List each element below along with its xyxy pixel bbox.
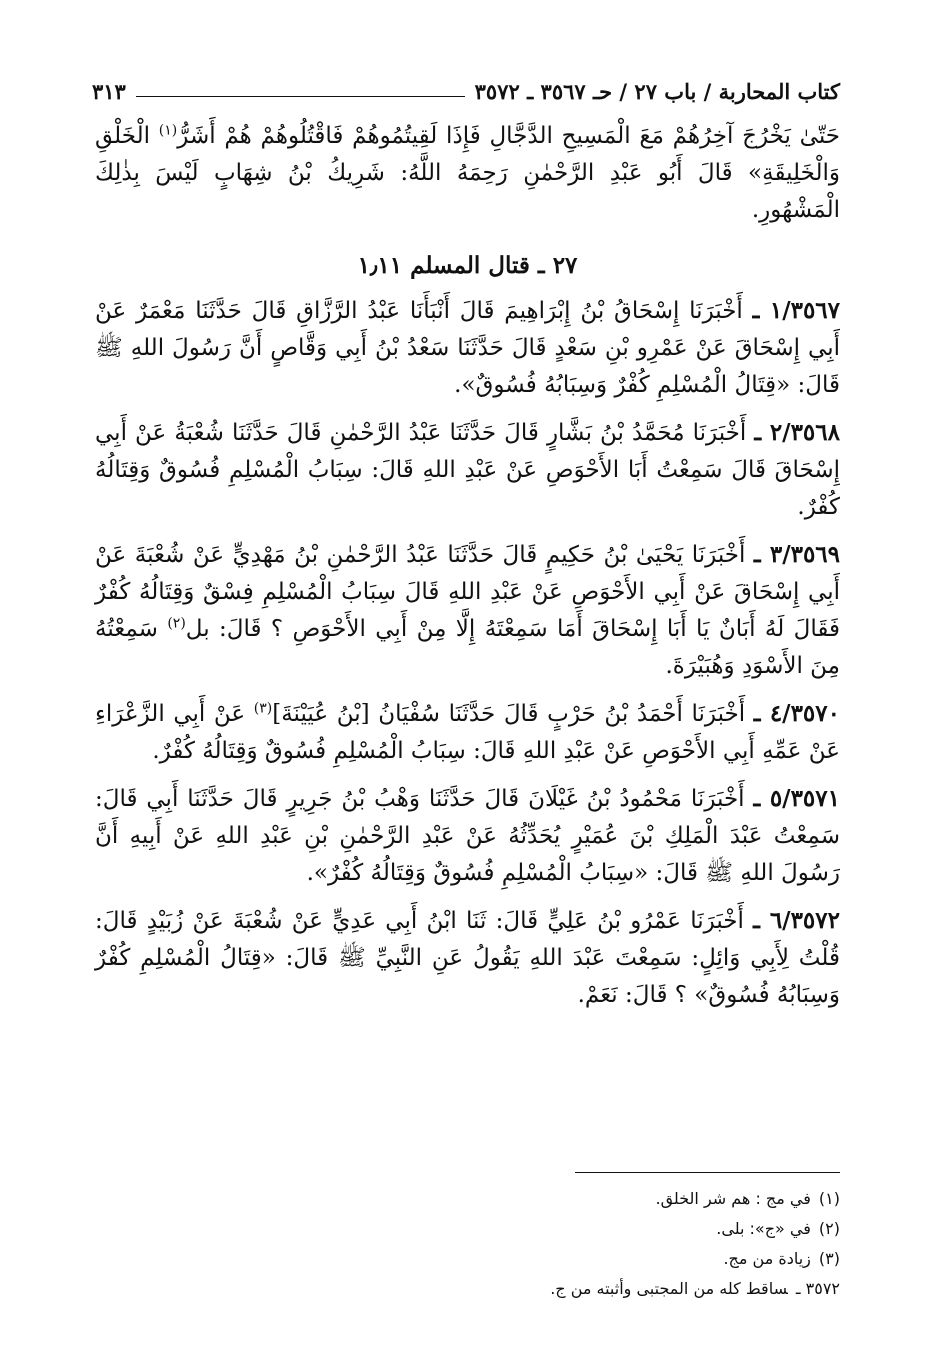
footnote-number: ٣٥٧٢ ـ: [795, 1279, 840, 1298]
footnote-ref-2: (٢): [167, 615, 186, 632]
footnote-number: (٣): [818, 1249, 840, 1268]
footnote-number: (١): [818, 1189, 840, 1208]
footnote-rule: [575, 1172, 840, 1173]
running-header: [92, 74, 840, 104]
chapter-heading: ٢٧ ـ قتال المسلم ١٫١١: [357, 252, 578, 279]
hadith-paragraph: [95, 780, 840, 892]
footnote: [92, 1244, 840, 1274]
hadith-number: ٢/٣٥٦٨ ـ: [754, 419, 840, 446]
hadith-paragraph: [95, 536, 840, 685]
hadith-number: ٥/٣٥٧١ ـ: [753, 785, 840, 812]
hadith-text: أَخْبَرَنَا أَحْمَدُ بْنُ حَرْبٍ قَالَ حَدَّثَنَا سُفْيَانُ [بْنُ عُيَيْنَةَ]: [272, 701, 754, 727]
continuation-paragraph: [95, 118, 840, 229]
page-number: ٣١٣: [92, 79, 126, 104]
footnote-text: ساقط كله من المجتبى وأثبته من ج.: [550, 1279, 788, 1298]
header-title: كتاب المحاربة / باب ٢٧ / حـ ٣٥٦٧ ـ ٣٥٧٢: [474, 79, 840, 104]
footnote: [92, 1274, 840, 1304]
continuation-text-1: حَتّىٰ يَخْرُجَ آخِرُهُمْ مَعَ الْمَسِيحِ الدَّجَّالِ فَإِذَا لَقِيتُمُوهُمْ فَاقْتُلُوهُمْ هُمْ أَشَرُّ: [177, 123, 840, 149]
hadith-paragraph: [95, 695, 840, 770]
footnote-text: زيادة من مج.: [723, 1249, 811, 1268]
footnotes: [92, 1184, 840, 1304]
hadith-text-cont: عَنْ أَبِي الزَّعْرَاءِ عَنْ عَمِّهِ أَبِي الأَحْوَصِ عَنْ عَبْدِ اللهِ قَالَ: سِبَابُ الْمُسْلِمِ فُسُوقٌ وَقِتَالُهُ كُفْرٌ.: [95, 701, 840, 764]
hadith-text: أَخْبَرَنَا مَحْمُودُ بْنُ غَيْلَانَ قَالَ حَدَّثَنَا وَهْبُ بْنُ جَرِيرٍ قَالَ حَدَّثَنَا أَبِي قَالَ: سَمِعْتُ عَبْدَ الْمَلِكِ بْنَ عُمَيْرٍ يُحَدِّثُهُ عَنْ عَبْدِ الرَّحْمٰنِ بْنِ عَبْدِ اللهِ عَنْ أَبِيهِ أَنَّ رَسُولَ اللهِ ﷺ قَالَ: «سِبَابُ الْمُسْلِمِ فُسُوقٌ وَقِتَالُهُ كُفْرٌ».: [95, 786, 840, 886]
footnote-text: في مج : هم شر الخلق.: [655, 1189, 811, 1208]
hadith-text: أَخْبَرَنَا عَمْرُو بْنُ عَلِيٍّ قَالَ: ثَنَا ابْنُ أَبِي عَدِيٍّ عَنْ شُعْبَةَ عَنْ زُبَيْدٍ قَالَ: قُلْتُ لِأَبِي وَائِلٍ: سَمِعْتَ عَبْدَ اللهِ يَقُولُ عَنِ النَّبِيِّ ﷺ قَالَ: «قِتَالُ الْمُسْلِمِ كُفْرٌ وَسِبَابُهُ فُسُوقٌ» ؟ قَالَ: نَعَمْ.: [95, 908, 840, 1008]
hadith-paragraph: [95, 292, 840, 404]
hadith-paragraph: [95, 902, 840, 1014]
hadith-text: أَخْبَرَنَا مُحَمَّدُ بْنُ بَشَّارٍ قَالَ حَدَّثَنَا عَبْدُ الرَّحْمٰنِ قَالَ حَدَّثَنَا شُعْبَةُ عَنْ أَبِي إِسْحَاقَ قَالَ سَمِعْتُ أَبَا الأَحْوَصِ عَنْ عَبْدِ اللهِ قَالَ: سِبَابُ الْمُسْلِمِ فُسُوقٌ وَقِتَالُهُ كُفْرٌ.: [95, 420, 840, 520]
hadith-number: ٦/٣٥٧٢ ـ: [753, 907, 840, 934]
footnote: [92, 1214, 840, 1244]
hadith-text: أَخْبَرَنَا يَحْيَىٰ بْنُ حَكِيمٍ قَالَ حَدَّثَنَا عَبْدُ الرَّحْمٰنِ بْنُ مَهْدِيٍّ عَنْ شُعْبَةَ عَنْ أَبِي إِسْحَاقَ عَنْ أَبِي الأَحْوَصِ عَنْ عَبْدِ اللهِ قَالَ سِبَابُ الْمُسْلِمِ فِسْقٌ وَقِتَالُهُ كُفْرٌ فَقَالَ لَهُ أَبَانٌ يَا أَبَا إِسْحَاقَ أَمَا سَمِعْتَهُ إِلَّا مِنْ أَبِي الأَحْوَصِ ؟ قَالَ: بل: [95, 542, 841, 642]
footnote-ref-1: (١): [158, 122, 178, 139]
hadith-text-cont: سَمِعْتُهُ مِنَ الأَسْوَدِ وَهُبَيْرَةَ.: [95, 616, 840, 679]
page-body: [95, 118, 840, 1014]
hadith-number: ٤/٣٥٧٠ ـ: [753, 700, 840, 727]
hadith-number: ٣/٣٥٦٩ ـ: [753, 541, 841, 568]
continuation-text-2: الْخَلْقِ وَالْخَلِيقَةِ» قَالَ أَبُو عَبْدِ الرَّحْمٰنِ رَحِمَهُ اللَّهُ: شَرِيكُ بْنُ شِهَابٍ لَيْسَ بِذٰلِكَ الْمَشْهُورِ.: [95, 123, 840, 223]
footnote: [92, 1184, 840, 1214]
footnote-text: في «ج»: بلى.: [716, 1219, 811, 1238]
header-rule: [136, 96, 465, 97]
footnote-number: (٢): [818, 1219, 840, 1238]
hadith-number: ١/٣٥٦٧ ـ: [752, 297, 841, 324]
hadith-paragraph: [95, 414, 840, 526]
hadith-text: أَخْبَرَنَا إِسْحَاقُ بْنُ إِبْرَاهِيمَ قَالَ أَنْبَأَنَا عَبْدُ الرَّزَّاقِ قَالَ حَدَّثَنَا مَعْمَرٌ عَنْ أَبِي إِسْحَاقَ عَنْ عَمْرِو بْنِ سَعْدٍ قَالَ حَدَّثَنَا سَعْدُ بْنُ أَبِي وَقَّاصٍ أَنَّ رَسُولَ اللهِ ﷺ قَالَ: «قِتَالُ الْمُسْلِمِ كُفْرٌ وَسِبَابُهُ فُسُوقٌ».: [95, 298, 840, 398]
footnote-ref-3: (٣): [253, 700, 273, 717]
